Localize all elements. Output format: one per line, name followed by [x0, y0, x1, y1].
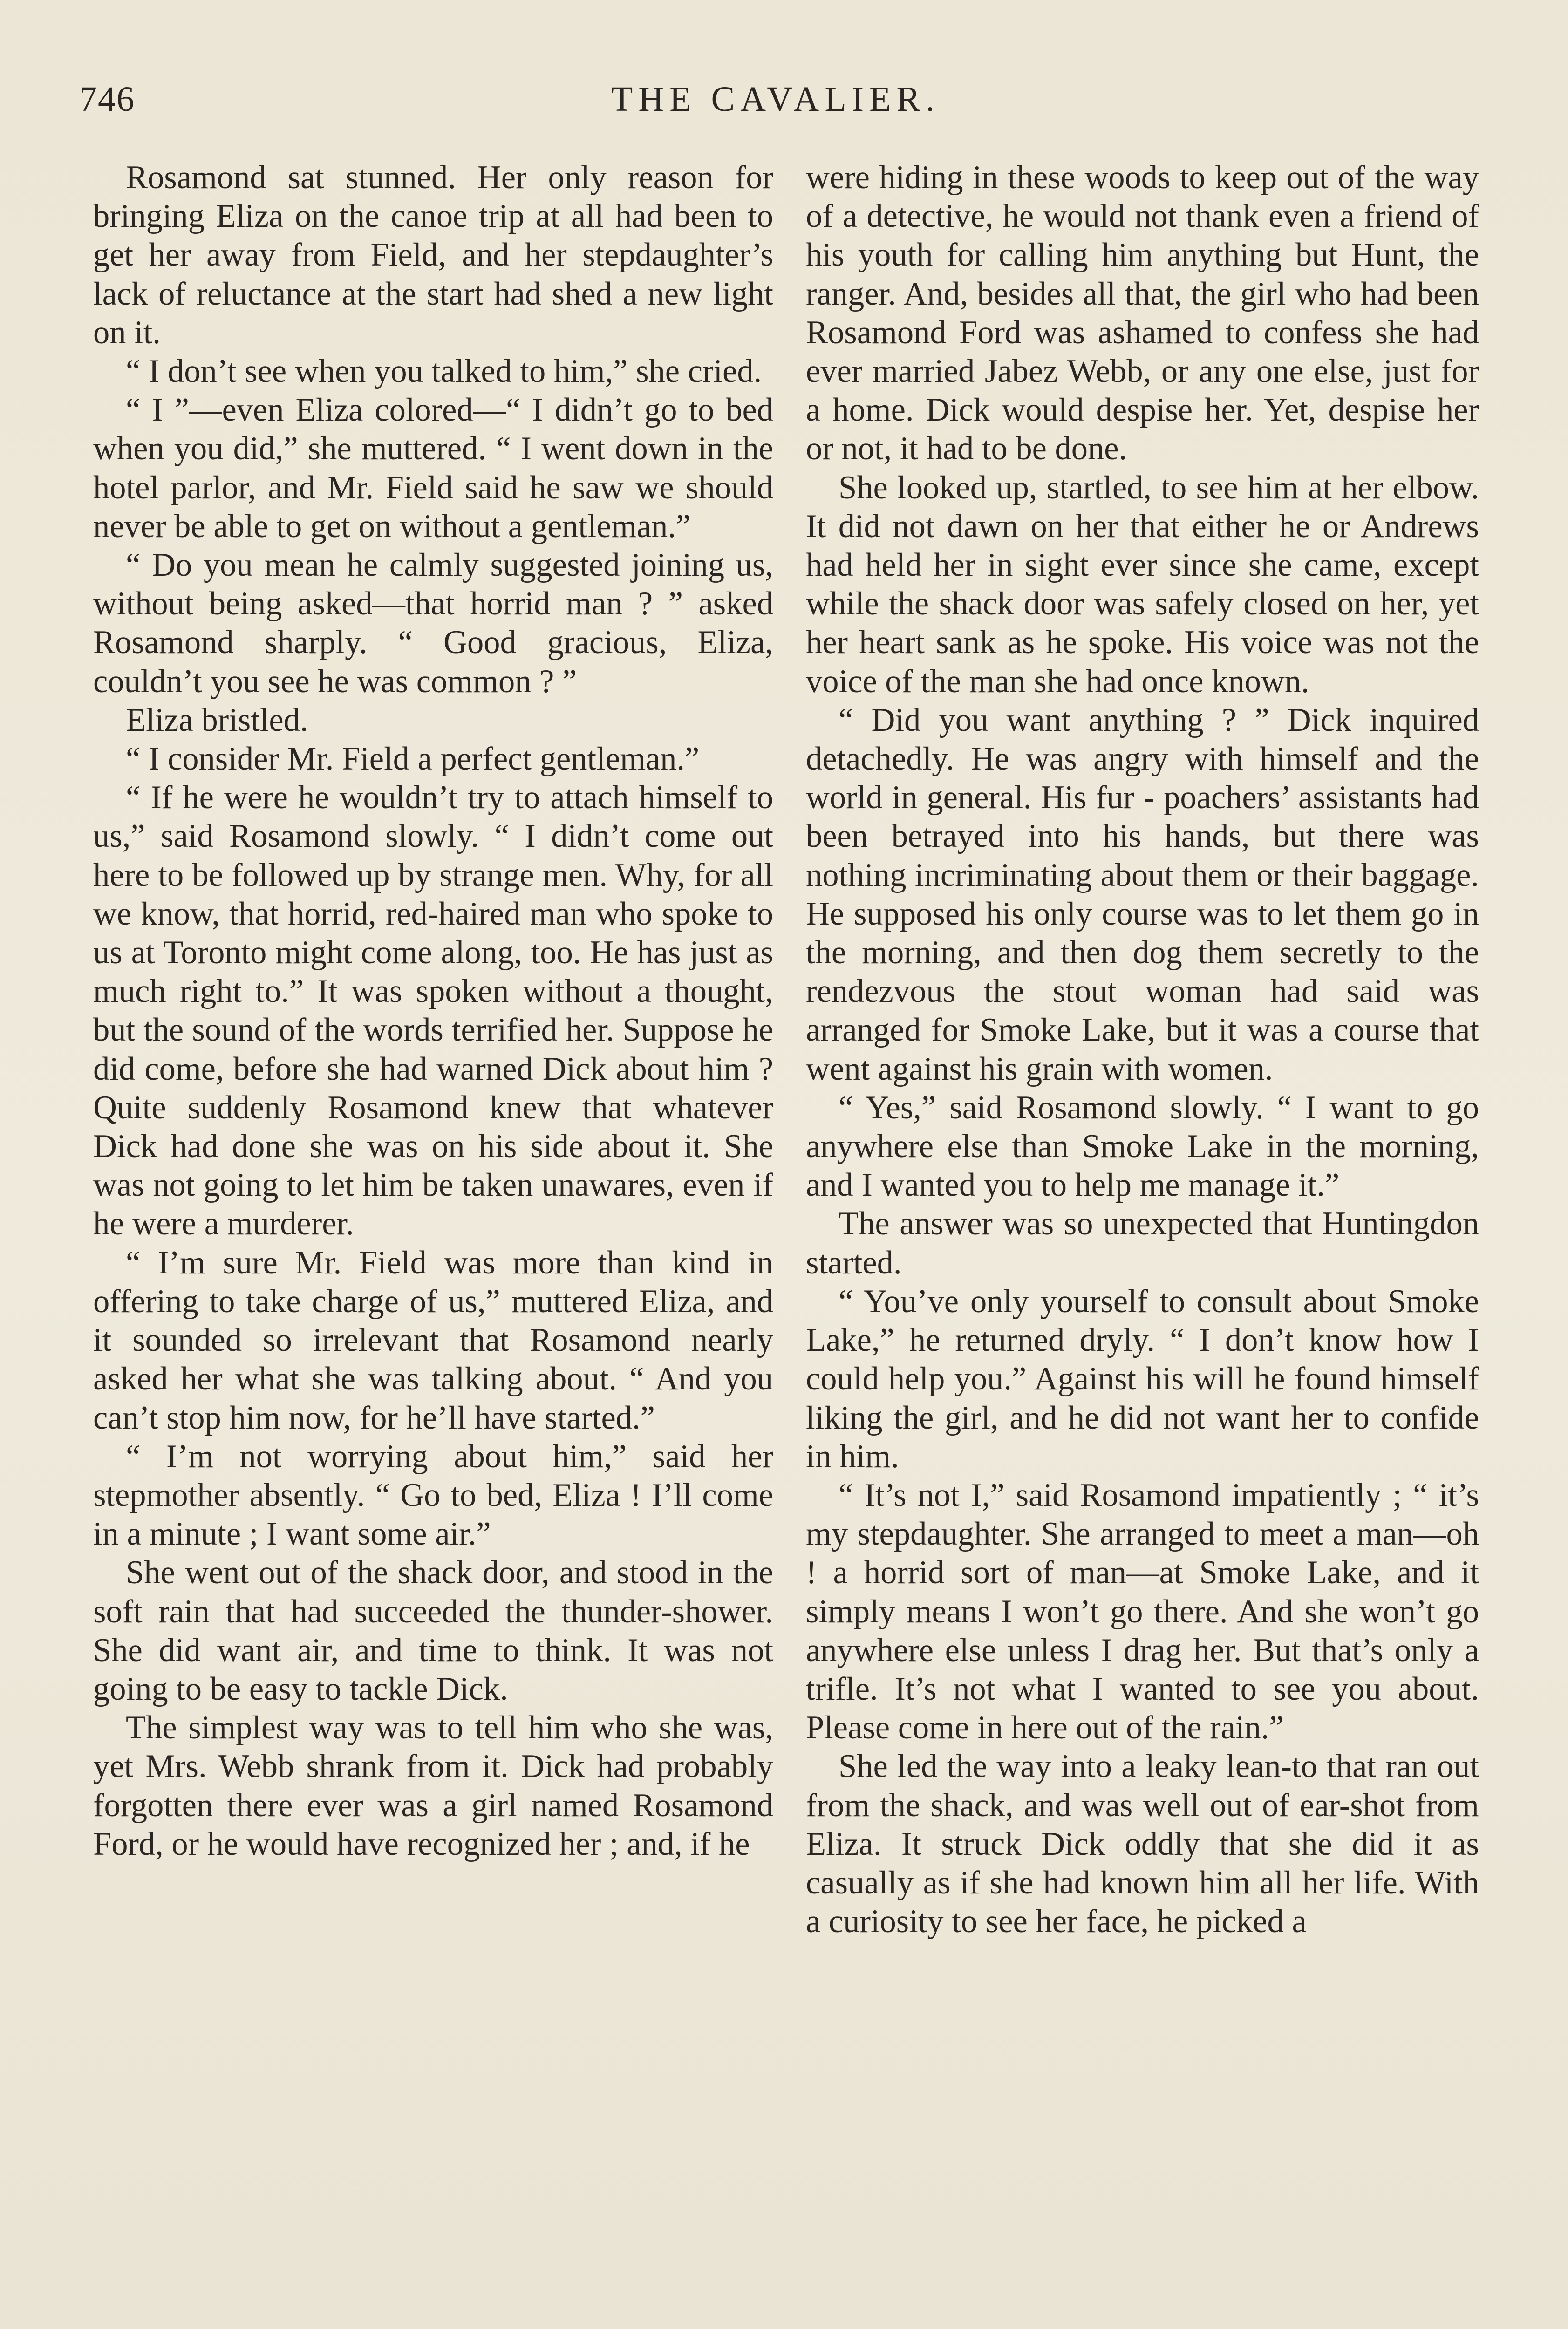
paragraph: “ You’ve only yourself to consult about Smoke Lake,” he returned dryly. “ I don’t know how I could help you.” Against his will he found himself liking the girl, and he did not want her to confide in him. [806, 1283, 1479, 1475]
paragraph: She led the way into a leaky lean-to that ran out from the shack, and was well out of ear-shot from Eliza. It struck Dick oddly that she did it as casually as if she had known him all her life. With a curiosity to see her face, he picked a [806, 1748, 1479, 1940]
paragraph: She went out of the shack door, and stood in the soft rain that had succeeded the thunder-shower. She did want air, and time to think. It was not going to be easy to tackle Dick. [93, 1554, 773, 1707]
page-header [79, 79, 1472, 126]
paragraph: “ I’m not worrying about him,” said her stepmother absently. “ Go to bed, Eliza ! I’ll come in a minute ; I want some air.” [93, 1438, 773, 1553]
paragraph: were hiding in these woods to keep out of the way of a detective, he would not thank even a friend of his youth for calling him anything but Hunt, the ranger. And, besides all that, the girl who had been Rosamond Ford was ashamed to confess she had ever married Jabez Webb, or any one else, just for a home. Dick would despise her. Yet, despise her or not, it had to be done. [806, 159, 1479, 467]
paragraph: The simplest way was to tell him who she was, yet Mrs. Webb shrank from it. Dick had probably forgotten there ever was a girl named Rosamond Ford, or he would have recognized her ; and, if he [93, 1709, 773, 1862]
paragraph: “ I ”—even Eliza colored—“ I didn’t go to bed when you did,” she muttered. “ I went down in the hotel parlor, and Mr. Field said he saw we should never be able to get on without a gentleman.” [93, 392, 773, 545]
paragraph: “ If he were he wouldn’t try to attach himself to us,” said Rosamond slowly. “ I didn’t come out here to be followed up by strange men. Why, for all we know, that horrid, red-haired man who spoke to us at Toronto might come along, too. He has just as much right to.” It was spoken without a thought, but the sound of the words terrified her. Suppose he did come, before she had warned Dick about him ? Quite suddenly Rosamond knew that whatever Dick had done she was on his side about it. She was not going to let him be taken unawares, even if he were a murderer. [93, 779, 773, 1242]
paragraph: “ It’s not I,” said Rosamond impatiently ; “ it’s my stepdaughter. She arranged to meet a man—oh ! a horrid sort of man—at Smoke Lake, and it simply means I won’t go there. And she won’t go anywhere else unless I drag her. But that’s only a trifle. It’s not what I wanted to see you about. Please come in here out of the rain.” [806, 1477, 1479, 1746]
paragraph: “ Do you mean he calmly suggested joining us, without being asked—that horrid man ? ” asked Rosamond sharply. “ Good gracious, Eliza, couldn’t you see he was common ? ” [93, 547, 773, 700]
right-text-column [806, 158, 1479, 1941]
paragraph: “ I don’t see when you talked to him,” she cried. [126, 353, 762, 390]
paragraph: Eliza bristled. [126, 701, 308, 738]
paragraph: “ Yes,” said Rosamond slowly. “ I want to go anywhere else than Smoke Lake in the morning, and I wanted you to help me manage it.” [806, 1089, 1479, 1204]
paragraph: The answer was so unexpected that Huntingdon started. [806, 1205, 1479, 1281]
paragraph: She looked up, startled, to see him at her elbow. It did not dawn on her that either he or Andrews had held her in sight ever since she came, except while the shack door was safely closed on her, yet her heart sank as he spoke. His voice was not the voice of the man she had once known. [806, 469, 1479, 700]
paragraph: “ I’m sure Mr. Field was more than kind in offering to take charge of us,” muttered Eliza, and it sounded so irrelevant that Rosamond nearly asked her what she was talking about. “ And you can’t stop him now, for he’ll have started.” [93, 1244, 773, 1436]
paragraph: “ I consider Mr. Field a perfect gentleman.” [126, 741, 700, 777]
paragraph: “ Did you want anything ? ” Dick inquired detachedly. He was angry with himself and the world in general. His fur - poachers’ assistants had been betrayed into his hands, but there was nothing incriminating about them or their baggage. He supposed his only course was to let them go in the morning, and then dog them secretly to the rendezvous the stout woman had said was arranged for Smoke Lake, but it was a course that went against his grain with women. [806, 701, 1479, 1087]
left-text-column [93, 158, 773, 1864]
page-number: 746 [79, 80, 135, 119]
running-title: THE CAVALIER. [611, 80, 941, 119]
paragraph: Rosamond sat stunned. Her only reason for bringing Eliza on the canoe trip at all had been to get her away from Field, and her stepdaughter’s lack of reluctance at the start had shed a new light on it. [93, 159, 773, 351]
